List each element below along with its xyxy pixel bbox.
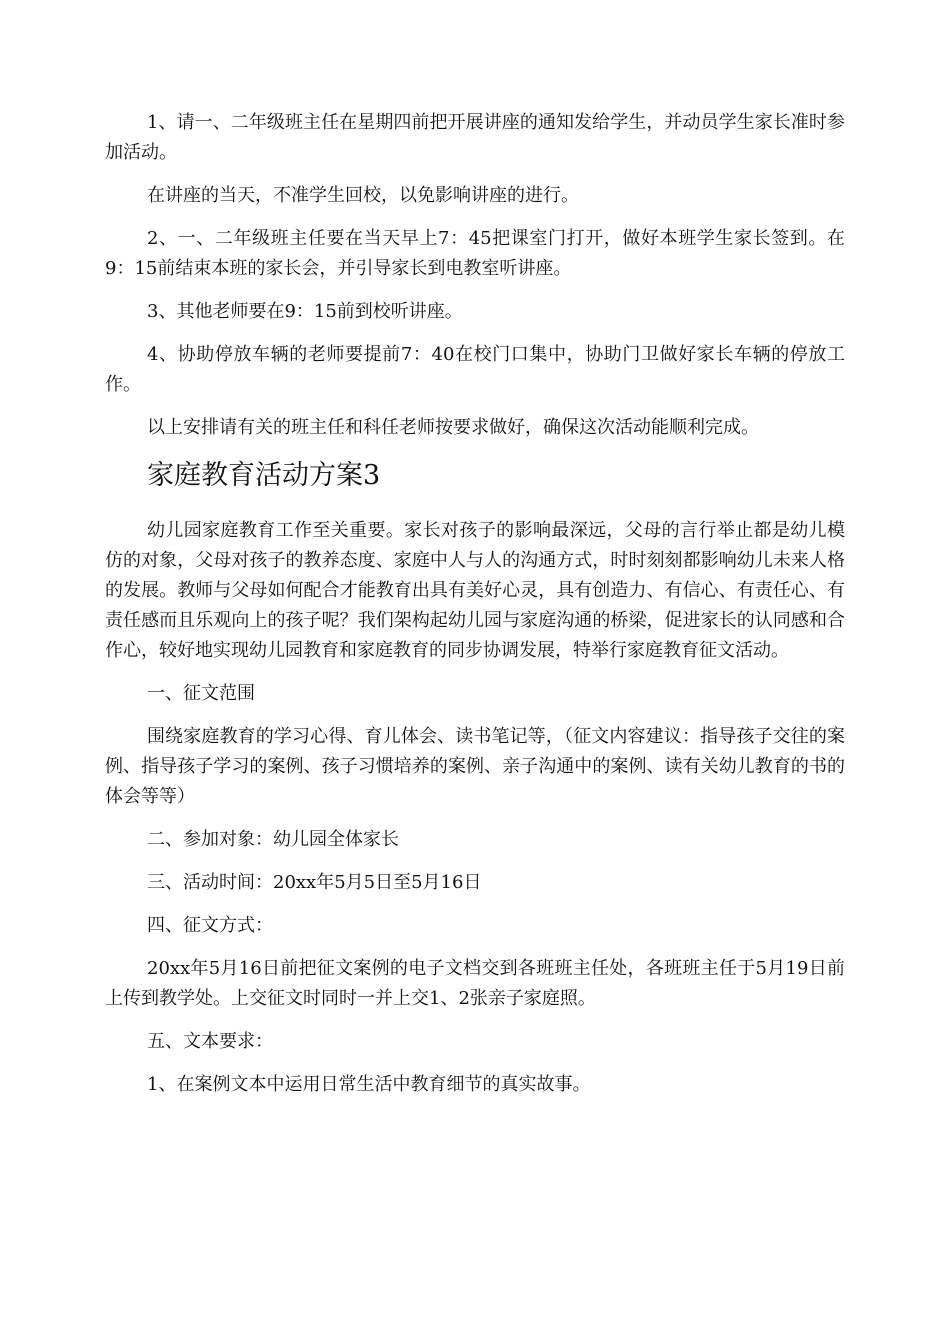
section-heading: 家庭教育活动方案3 — [147, 460, 381, 491]
paragraph-scope-heading: 一、征文范围 — [147, 683, 255, 704]
paragraph-requirements-heading: 五、文本要求： — [147, 1031, 273, 1052]
paragraph-notice-1: 1、请一、二年级班主任在星期四前把开展讲座的通知发给学生，并动员学生家长准时参加活动。 — [105, 112, 845, 163]
document-page — [105, 108, 845, 1113]
paragraph-scope-body: 围绕家庭教育的学习心得、育儿体会、读书笔记等，（征文内容建议：指导孩子交往的案例、指导孩子学习的案例、孩子习惯培养的案例、亲子沟通中的案例、读有关幼儿教育的书的体会等等） — [105, 726, 845, 807]
paragraph-participants: 二、参加对象：幼儿园全体家长 — [147, 829, 399, 850]
paragraph-requirement-1: 1、在案例文本中运用日常生活中教育细节的真实故事。 — [147, 1074, 591, 1095]
paragraph-time: 三、活动时间：20xx年5月5日至5月16日 — [147, 872, 482, 893]
paragraph-intro: 幼儿园家庭教育工作至关重要。家长对孩子的影响最深远，父母的言行举止都是幼儿模仿的对象，父母对孩子的教养态度、家庭中人与人的沟通方式，时时刻刻都影响幼儿未来人格的发展。教师与父母如何配合才能教育出具有美好心灵，具有创造力、有信心、有责任心、有责任感而且乐观向上的孩子呢？我们架构起幼儿园与家庭沟通的桥梁，促进家长的认同感和合作心，较好地实现幼儿园教育和家庭教育的同步协调发展，特举行家庭教育征文活动。 — [105, 520, 845, 661]
paragraph-notice-2: 2、一、二年级班主任要在当天早上7：45把课室门打开，做好本班学生家长签到。在9：15前结束本班的家长会，并引导家长到电教室听讲座。 — [105, 228, 845, 279]
paragraph-notice-4: 4、协助停放车辆的老师要提前7：40在校门口集中，协助门卫做好家长车辆的停放工作。 — [105, 344, 845, 395]
paragraph-method-body: 20xx年5月16日前把征文案例的电子文档交到各班班主任处，各班班主任于5月19日前上传到教学处。上交征文时同时一并上交1、2张亲子家庭照。 — [105, 958, 845, 1009]
paragraph-notice-day: 在讲座的当天，不准学生回校，以免影响讲座的进行。 — [147, 185, 579, 206]
paragraph-notice-closing: 以上安排请有关的班主任和科任老师按要求做好，确保这次活动能顺利完成。 — [147, 417, 759, 438]
paragraph-notice-3: 3、其他老师要在9：15前到校听讲座。 — [147, 301, 463, 322]
paragraph-method-heading: 四、征文方式： — [147, 915, 273, 936]
